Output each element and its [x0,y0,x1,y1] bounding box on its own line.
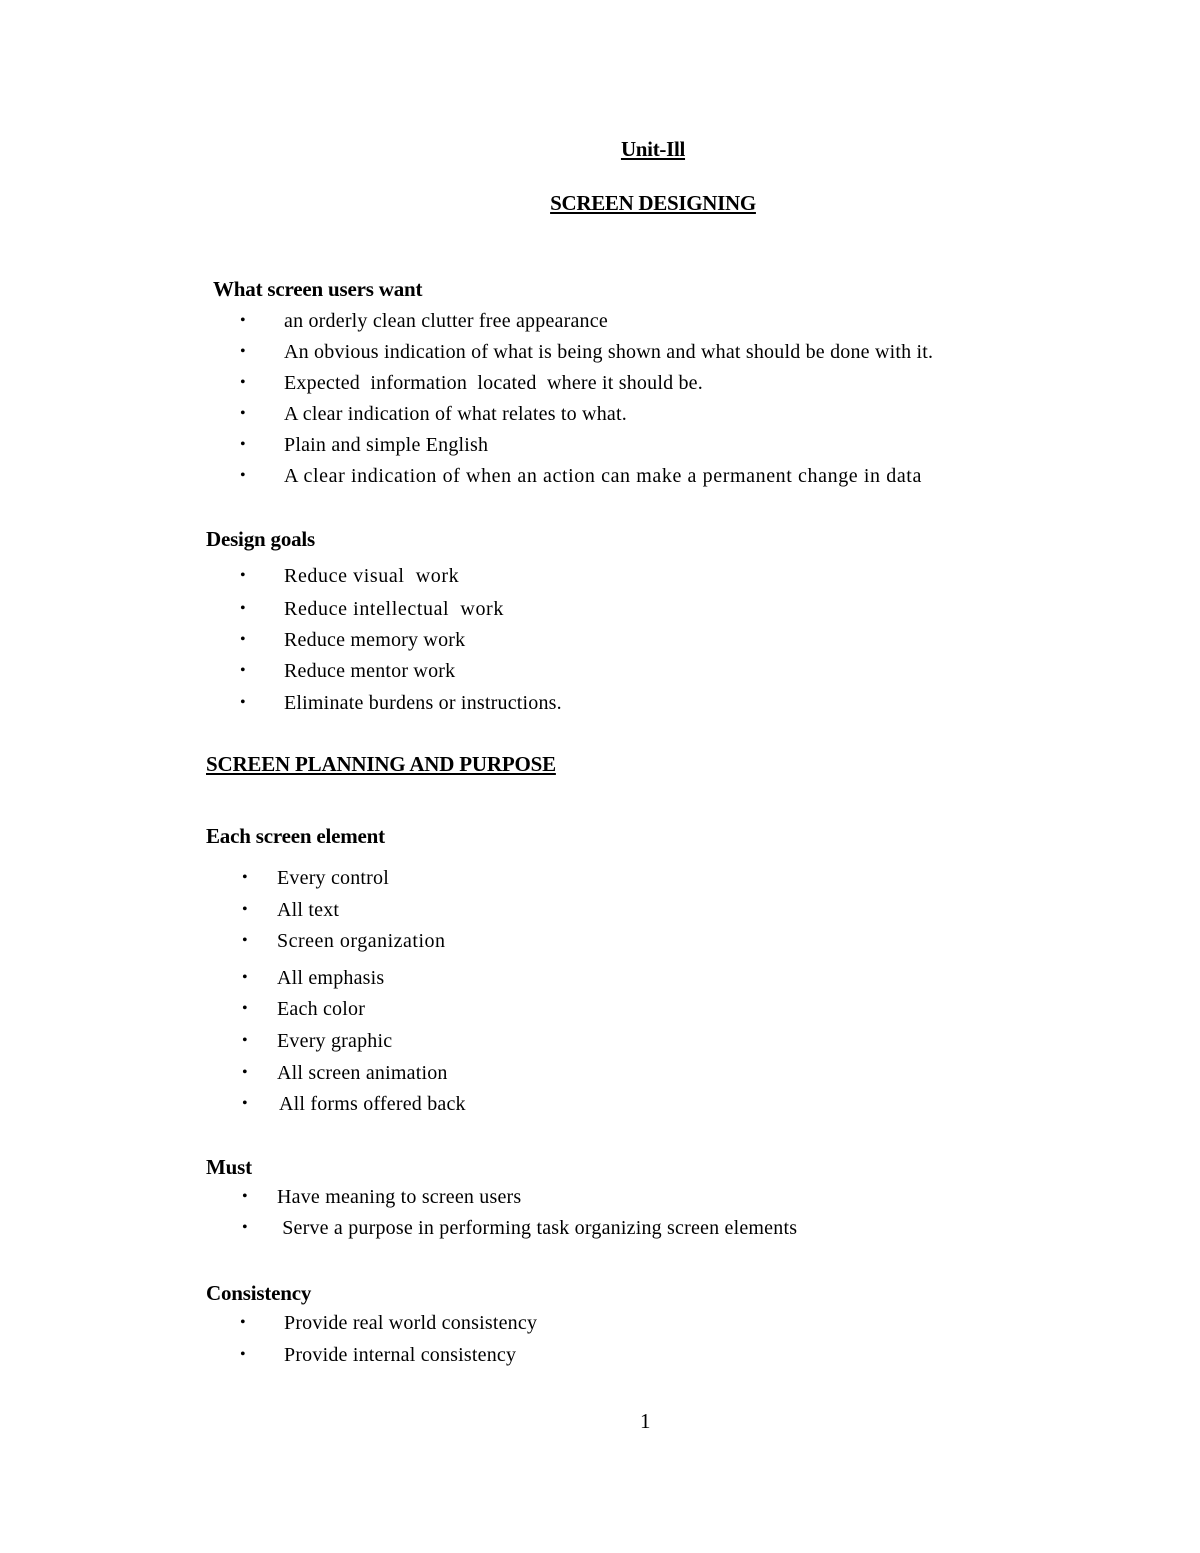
list-item-text: Provide internal consistency [284,1344,517,1366]
bullet-icon: • [242,1219,248,1236]
bullet-icon: • [240,567,246,584]
bullet-icon: • [240,343,246,360]
list-item-text: A clear indication of when an action can make a permanent change in data [284,465,922,487]
bullet-icon: • [240,631,246,648]
list-item-text: an orderly clean clutter free appearance [284,310,608,332]
bullet-icon: • [242,1000,248,1017]
bullet-icon: • [240,1314,246,1331]
bullet-icon: • [240,1346,246,1363]
list-item-text: Reduce intellectual work [284,598,504,620]
bullet-icon: • [242,1188,248,1205]
list-item-text: Every control [277,867,390,889]
bullet-icon: • [242,1032,248,1049]
list-item-text: All emphasis [277,967,385,989]
section-heading-consistency: Consistency [206,1281,312,1305]
section-heading-each-screen-element: Each screen element [206,824,385,848]
list-item-text: An obvious indication of what is being shown and what should be done with it. [284,341,934,363]
list-item-text: Each color [277,998,366,1020]
list-item-text: All forms offered back [279,1093,466,1115]
bullet-icon: • [242,969,248,986]
list-item-text: Reduce visual work [284,565,460,587]
unit-title: Unit-Ill [620,137,686,161]
bullet-icon: • [240,374,246,391]
section-heading-screen-planning: SCREEN PLANNING AND PURPOSE [206,752,556,776]
bullet-icon: • [242,869,248,886]
list-item-text: Serve a purpose in performing task organizing screen elements [277,1217,798,1239]
bullet-icon: • [240,600,246,617]
bullet-icon: • [242,1095,248,1112]
bullet-icon: • [240,405,246,422]
bullet-icon: • [240,694,246,711]
bullet-icon: • [242,901,248,918]
list-item-text: Every graphic [277,1030,393,1052]
list-item-text: Plain and simple English [284,434,489,456]
list-item-text: Expected information located where it should be. [284,372,703,394]
page-number: 1 [640,1409,651,1433]
list-item-text: Reduce memory work [284,629,466,651]
bullet-icon: • [240,312,246,329]
section-heading-users-want: What screen users want [213,277,423,301]
list-item-text: All screen animation [277,1062,448,1084]
list-item-text: Eliminate burdens or instructions. [284,692,562,714]
section-heading-must: Must [206,1155,252,1179]
bullet-icon: • [242,932,248,949]
list-item-text: All text [277,899,340,921]
page-title: SCREEN DESIGNING [550,191,756,215]
bullet-icon: • [240,436,246,453]
section-heading-design-goals: Design goals [206,527,316,551]
list-item-text: Provide real world consistency [284,1312,538,1334]
bullet-icon: • [240,467,246,484]
list-item-text: Have meaning to screen users [277,1186,522,1208]
list-item-text: Reduce mentor work [284,660,456,682]
list-item-text: A clear indication of what relates to what. [284,403,627,425]
bullet-icon: • [242,1064,248,1081]
list-item-text: Screen organization [277,930,446,952]
bullet-icon: • [240,662,246,679]
